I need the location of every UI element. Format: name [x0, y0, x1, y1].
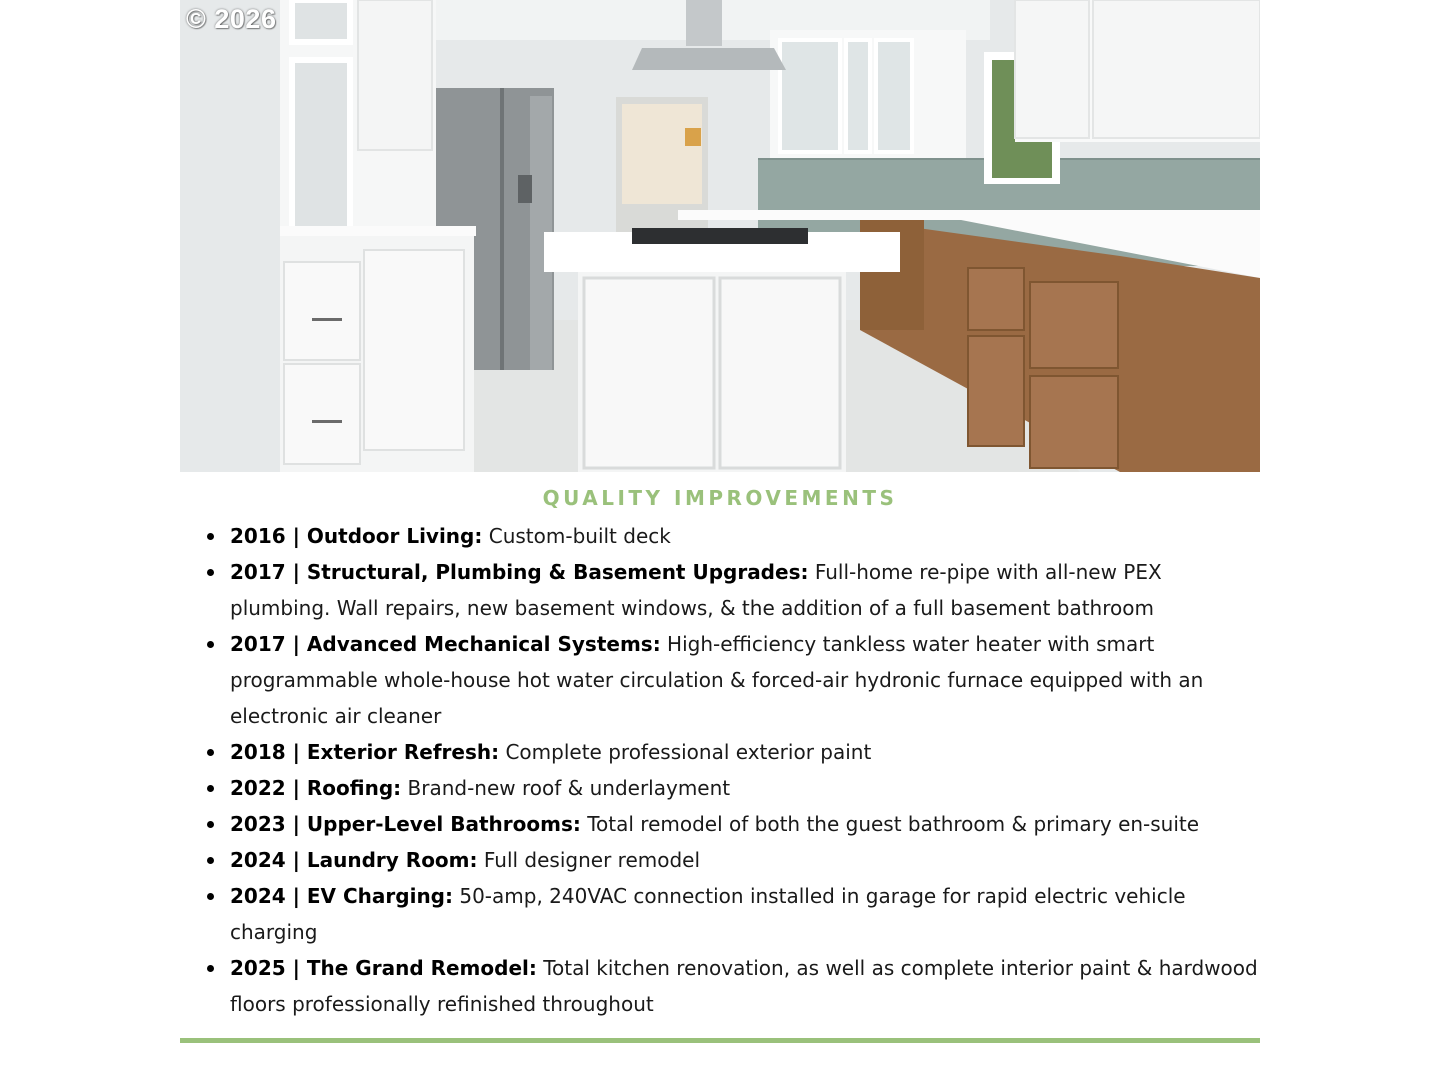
item-heading: 2025 | The Grand Remodel:: [230, 956, 537, 980]
item-heading: 2022 | Roofing:: [230, 776, 402, 800]
kitchen-photo: [180, 0, 1260, 472]
copyright-watermark: © 2026: [186, 4, 277, 34]
list-item: [230, 806, 1260, 842]
item-heading: 2017 | Structural, Plumbing & Basement Upgrades:: [230, 560, 809, 584]
item-heading: 2024 | EV Charging:: [230, 884, 453, 908]
item-text: High-efficiency tankless water heater with smart programmable whole-house hot water circulation & forced-air hydronic furnace equipped with an electronic air cleaner: [230, 632, 1204, 728]
list-item: [230, 950, 1260, 1022]
item-text: Total kitchen renovation, as well as complete interior paint & hardwood floors professionally refinished throughout: [230, 956, 1258, 1016]
item-text: 50-amp, 240VAC connection installed in garage for rapid electric vehicle charging: [230, 884, 1186, 944]
item-text: Brand-new roof & underlayment: [401, 776, 731, 800]
section-divider: [180, 1038, 1260, 1043]
item-text: Full-home re-pipe with all-new PEX plumbing. Wall repairs, new basement windows, & the addition of a full basement bathroom: [230, 560, 1162, 620]
item-text: Total remodel of both the guest bathroom & primary en-suite: [580, 812, 1200, 836]
item-text: Full designer remodel: [477, 848, 701, 872]
list-item: [230, 878, 1260, 950]
item-heading: 2018 | Exterior Refresh:: [230, 740, 500, 764]
item-heading: 2023 | Upper-Level Bathrooms:: [230, 812, 581, 836]
list-item: [230, 770, 1260, 806]
list-item: [230, 842, 1260, 878]
improvements-list: [230, 518, 1260, 1022]
list-item: [230, 626, 1260, 734]
list-item: [230, 734, 1260, 770]
item-text: Custom-built deck: [482, 524, 671, 548]
list-item: [230, 554, 1260, 626]
list-item: [230, 518, 1260, 554]
item-text: Complete professional exterior paint: [499, 740, 872, 764]
item-heading: 2024 | Laundry Room:: [230, 848, 478, 872]
item-heading: 2016 | Outdoor Living:: [230, 524, 483, 548]
section-title: QUALITY IMPROVEMENTS: [542, 486, 898, 510]
item-heading: 2017 | Advanced Mechanical Systems:: [230, 632, 661, 656]
